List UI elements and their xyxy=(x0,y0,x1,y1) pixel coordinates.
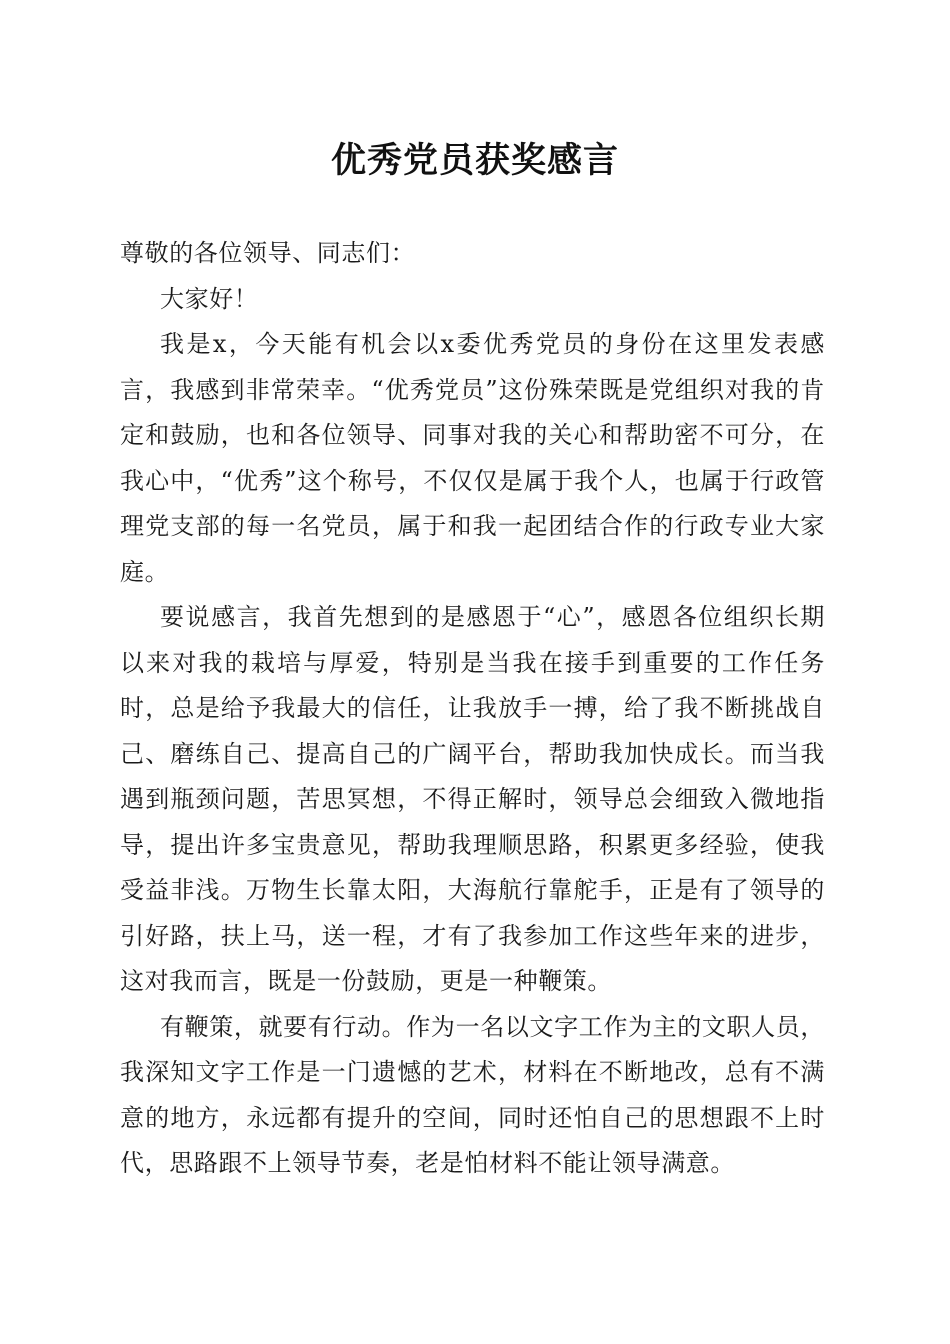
greeting: 大家好！ xyxy=(160,284,259,313)
paragraph: 要说感言，我首先想到的是感恩于“心”，感恩各位组织长期以来对我的栽培与厚爱，特别是当我在接手到重要的工作任务时，总是给予我最大的信任，让我放手一搏，给了我不断挑战自己、磨练自己、提高自己的广阔平台，帮助我加快成长。而当我遇到瓶颈问题，苦思冥想，不得正解时，领导总会细致入微地指导，提出许多宝贵意见，帮助我理顺思路，积累更多经验，使我受益非浅。万物生长靠太阳，大海航行靠舵手，正是有了领导的引好路，扶上马，送一程，才有了我参加工作这些年来的进步，这对我而言，既是一份鼓励，更是一种鞭策。 xyxy=(120,603,825,995)
salutation: 尊敬的各位领导、同志们： xyxy=(120,239,416,267)
document-body xyxy=(120,231,825,1187)
paragraph: 我是x，今天能有机会以x委优秀党员的身份在这里发表感言，我感到非常荣幸。“优秀党员”这份殊荣既是党组织对我的肯定和鼓励，也和各位领导、同事对我的关心和帮助密不可分，在我心中，“优秀”这个称号，不仅仅是属于我个人，也属于行政管理党支部的每一名党员，属于和我一起团结合作的行政专业大家庭。 xyxy=(120,330,825,586)
paragraph: 有鞭策，就要有行动。作为一名以文字工作为主的文职人员，我深知文字工作是一门遗憾的艺术，材料在不断地改，总有不满意的地方，永远都有提升的空间，同时还怕自己的思想跟不上时代，思路跟不上领导节奏，老是怕材料不能让领导满意。 xyxy=(120,1012,825,1177)
document-title: 优秀党员获奖感言 xyxy=(330,140,619,181)
